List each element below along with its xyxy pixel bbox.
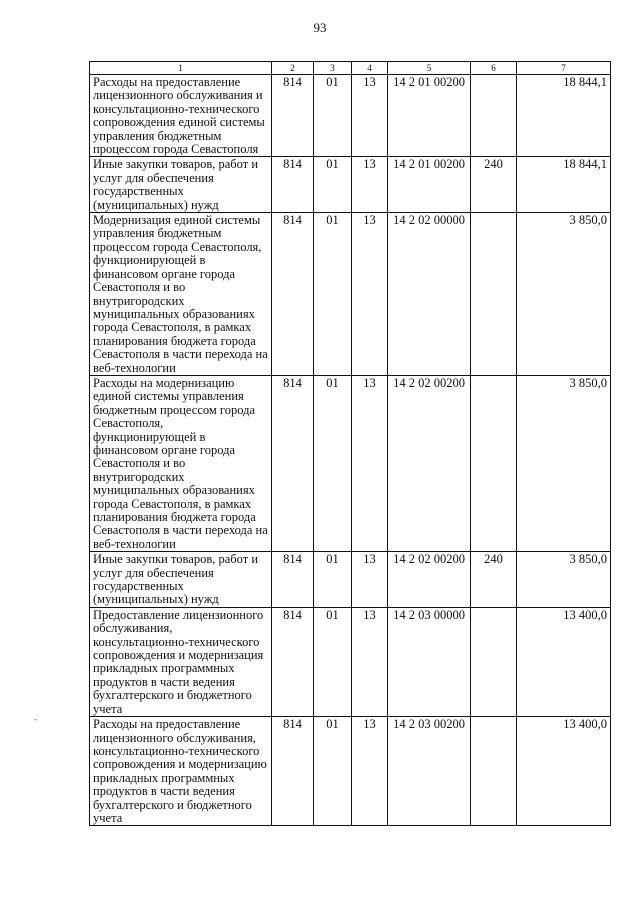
- row-ministry-code: 814: [272, 375, 314, 551]
- row-target-article: 14 2 01 00200: [388, 75, 471, 157]
- row-expense-type: 240: [471, 157, 517, 213]
- header-col-5: 5: [388, 62, 471, 75]
- row-ministry-code: 814: [272, 607, 314, 716]
- row-amount: 3 850,0: [517, 213, 611, 376]
- row-target-article: 14 2 02 00200: [388, 552, 471, 608]
- table-row: [90, 375, 611, 551]
- budget-table: [89, 61, 611, 826]
- row-description: Предоставление лицензионного обслуживания, консультационно-технического сопровождения и модернизация прикладных программных продуктов в части ведения бухгалтерского и бюджетного учета: [90, 607, 272, 716]
- row-expense-type: [471, 717, 517, 826]
- header-col-3: 3: [314, 62, 352, 75]
- row-expense-type: [471, 607, 517, 716]
- row-amount: 13 400,0: [517, 717, 611, 826]
- row-subsection-code: 13: [352, 552, 388, 608]
- row-expense-type: 240: [471, 552, 517, 608]
- table-row: [90, 157, 611, 213]
- row-ministry-code: 814: [272, 717, 314, 826]
- table-row: [90, 607, 611, 716]
- header-col-2: 2: [272, 62, 314, 75]
- row-amount: 13 400,0: [517, 607, 611, 716]
- row-description: Расходы на предоставление лицензионного обслуживания и консультационно-технического сопровождения единой системы управления бюджетным процессом города Севастополя: [90, 75, 272, 157]
- header-col-6: 6: [471, 62, 517, 75]
- row-description: Иные закупки товаров, работ и услуг для обеспечения государственных (муниципальных) нужд: [90, 552, 272, 608]
- page-number: 93: [313, 20, 327, 35]
- row-section-code: 01: [314, 375, 352, 551]
- row-ministry-code: 814: [272, 552, 314, 608]
- table-row: [90, 75, 611, 157]
- row-target-article: 14 2 03 00200: [388, 717, 471, 826]
- row-subsection-code: 13: [352, 157, 388, 213]
- row-target-article: 14 2 02 00000: [388, 213, 471, 376]
- row-subsection-code: 13: [352, 375, 388, 551]
- row-amount: 18 844,1: [517, 157, 611, 213]
- row-amount: 18 844,1: [517, 75, 611, 157]
- header-col-1: 1: [90, 62, 272, 75]
- row-target-article: 14 2 02 00200: [388, 375, 471, 551]
- row-amount: 3 850,0: [517, 375, 611, 551]
- table-row: [90, 717, 611, 826]
- table-row: [90, 213, 611, 376]
- row-section-code: 01: [314, 75, 352, 157]
- row-section-code: 01: [314, 717, 352, 826]
- row-description: Расходы на модернизацию единой системы управления бюджетным процессом города Севастополя, функционирующей в финансовом органе города Севастополя и во внутригородских муниципальных образованиях города Севастополя, в рамках планирования бюджета города Севастополя в части перехода на веб-технологии: [90, 375, 272, 551]
- row-subsection-code: 13: [352, 717, 388, 826]
- stray-mark: -: [34, 714, 37, 724]
- row-expense-type: [471, 375, 517, 551]
- row-section-code: 01: [314, 157, 352, 213]
- row-subsection-code: 13: [352, 607, 388, 716]
- row-description: Иные закупки товаров, работ и услуг для обеспечения государственных (муниципальных) нужд: [90, 157, 272, 213]
- row-description: Модернизация единой системы управления бюджетным процессом города Севастополя, функционирующей в финансовом органе города Севастополя и во внутригородских муниципальных образованиях города Севастополя, в рамках планирования бюджета города Севастополя в части перехода на веб-технологии: [90, 213, 272, 376]
- row-target-article: 14 2 01 00200: [388, 157, 471, 213]
- row-section-code: 01: [314, 607, 352, 716]
- row-ministry-code: 814: [272, 157, 314, 213]
- row-expense-type: [471, 75, 517, 157]
- row-target-article: 14 2 03 00000: [388, 607, 471, 716]
- row-ministry-code: 814: [272, 75, 314, 157]
- row-description: Расходы на предоставление лицензионного обслуживания, консультационно-технического сопровождения и модернизацию прикладных программных продуктов в части ведения бухгалтерского и бюджетного учета: [90, 717, 272, 826]
- row-section-code: 01: [314, 552, 352, 608]
- table-row: [90, 552, 611, 608]
- row-ministry-code: 814: [272, 213, 314, 376]
- header-col-7: 7: [517, 62, 611, 75]
- row-amount: 3 850,0: [517, 552, 611, 608]
- header-row: [90, 62, 611, 75]
- row-subsection-code: 13: [352, 75, 388, 157]
- header-col-4: 4: [352, 62, 388, 75]
- row-expense-type: [471, 213, 517, 376]
- row-section-code: 01: [314, 213, 352, 376]
- row-subsection-code: 13: [352, 213, 388, 376]
